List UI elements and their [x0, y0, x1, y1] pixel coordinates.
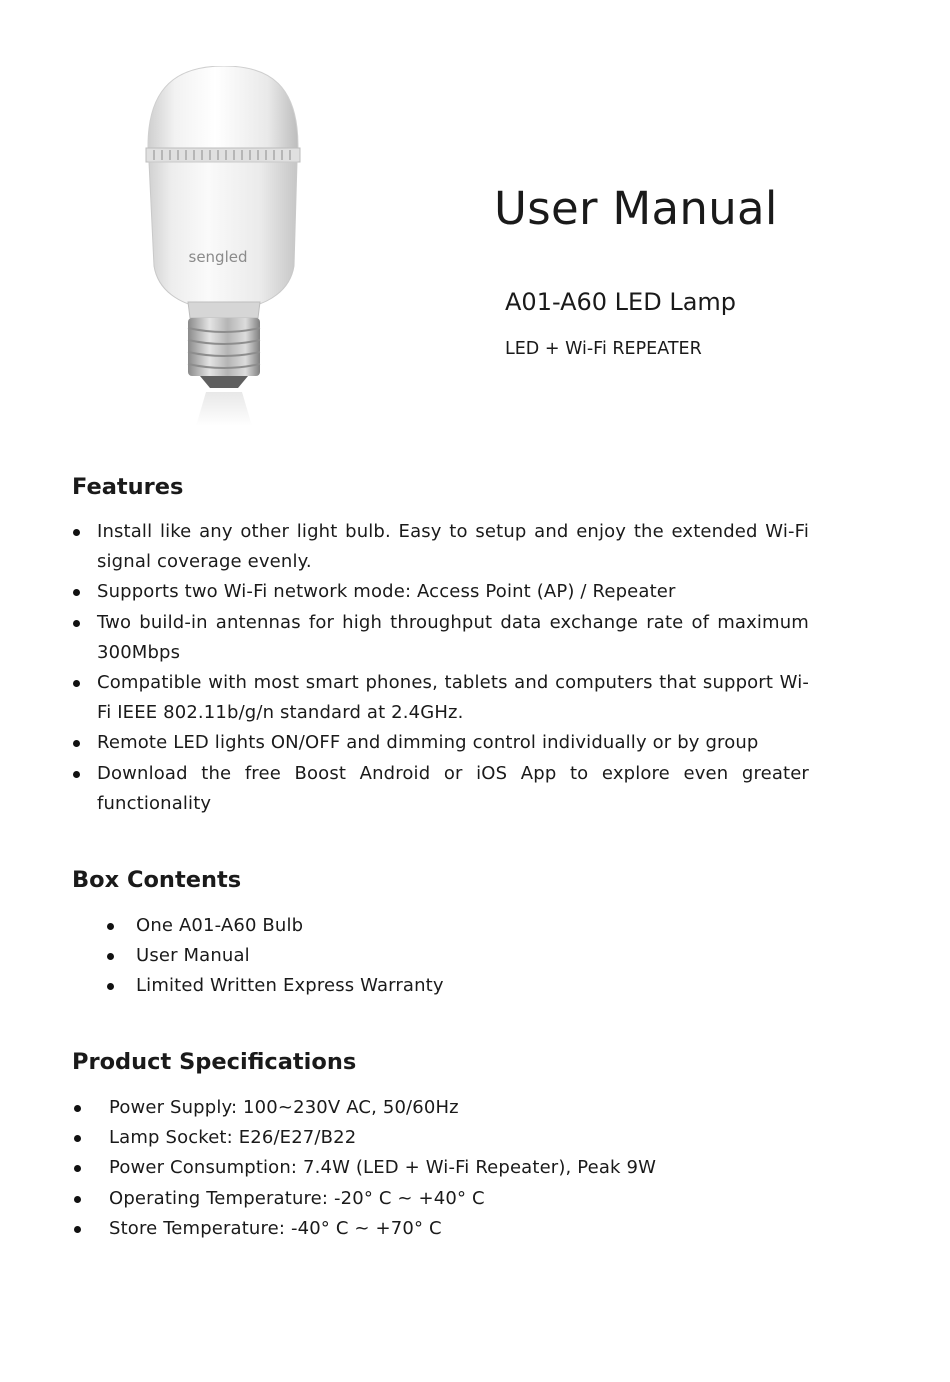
page-title: User Manual: [494, 182, 778, 235]
box-contents-heading: Box Contents: [72, 867, 242, 893]
product-model: A01-A60 LED Lamp: [505, 288, 737, 316]
features-heading: Features: [72, 474, 184, 500]
list-item: Two build-in antennas for high throughput data exchange rate of maximum 300Mbps: [97, 608, 809, 668]
list-item: Remote LED lights ON/OFF and dimming control individually or by group: [97, 728, 809, 758]
bullet-icon: [73, 589, 80, 596]
list-item: Power Consumption: 7.4W (LED + Wi-Fi Repeater), Peak 9W: [109, 1153, 809, 1183]
bullet-icon: [73, 529, 80, 536]
features-list: [97, 517, 809, 819]
box-contents-list: [136, 911, 736, 1002]
bullet-icon: [73, 740, 80, 747]
list-item: Download the free Boost Android or iOS App to explore even greater functionality: [97, 759, 809, 819]
bullet-icon: [73, 771, 80, 778]
bullet-icon: [74, 1196, 81, 1203]
specifications-heading: Product Specifications: [72, 1049, 357, 1075]
list-item: Power Supply: 100~230V AC, 50/60Hz: [109, 1093, 809, 1123]
brand-logo: sengled: [188, 248, 248, 266]
product-image: [118, 66, 330, 426]
list-item: Operating Temperature: -20° C ~ +40° C: [109, 1184, 809, 1214]
bullet-icon: [74, 1165, 81, 1172]
bullet-icon: [74, 1105, 81, 1112]
bullet-icon: [107, 923, 114, 930]
bullet-icon: [74, 1226, 81, 1233]
bullet-icon: [107, 983, 114, 990]
list-item: Limited Written Express Warranty: [136, 971, 736, 1001]
product-tagline: LED + Wi-Fi REPEATER: [505, 339, 702, 359]
bullet-icon: [74, 1135, 81, 1142]
list-item: Store Temperature: -40° C ~ +70° C: [109, 1214, 809, 1244]
list-item: Install like any other light bulb. Easy to setup and enjoy the extended Wi-Fi signal coverage evenly.: [97, 517, 809, 577]
bullet-icon: [73, 620, 80, 627]
list-item: Supports two Wi-Fi network mode: Access Point (AP) / Repeater: [97, 577, 809, 607]
led-bulb-illustration: [118, 66, 330, 426]
list-item: One A01-A60 Bulb: [136, 911, 736, 941]
bullet-icon: [107, 953, 114, 960]
list-item: User Manual: [136, 941, 736, 971]
list-item: Lamp Socket: E26/E27/B22: [109, 1123, 809, 1153]
bullet-icon: [73, 680, 80, 687]
list-item: Compatible with most smart phones, tablets and computers that support Wi-Fi IEEE 802.11b/g/n standard at 2.4GHz.: [97, 668, 809, 728]
specifications-list: [109, 1093, 809, 1244]
